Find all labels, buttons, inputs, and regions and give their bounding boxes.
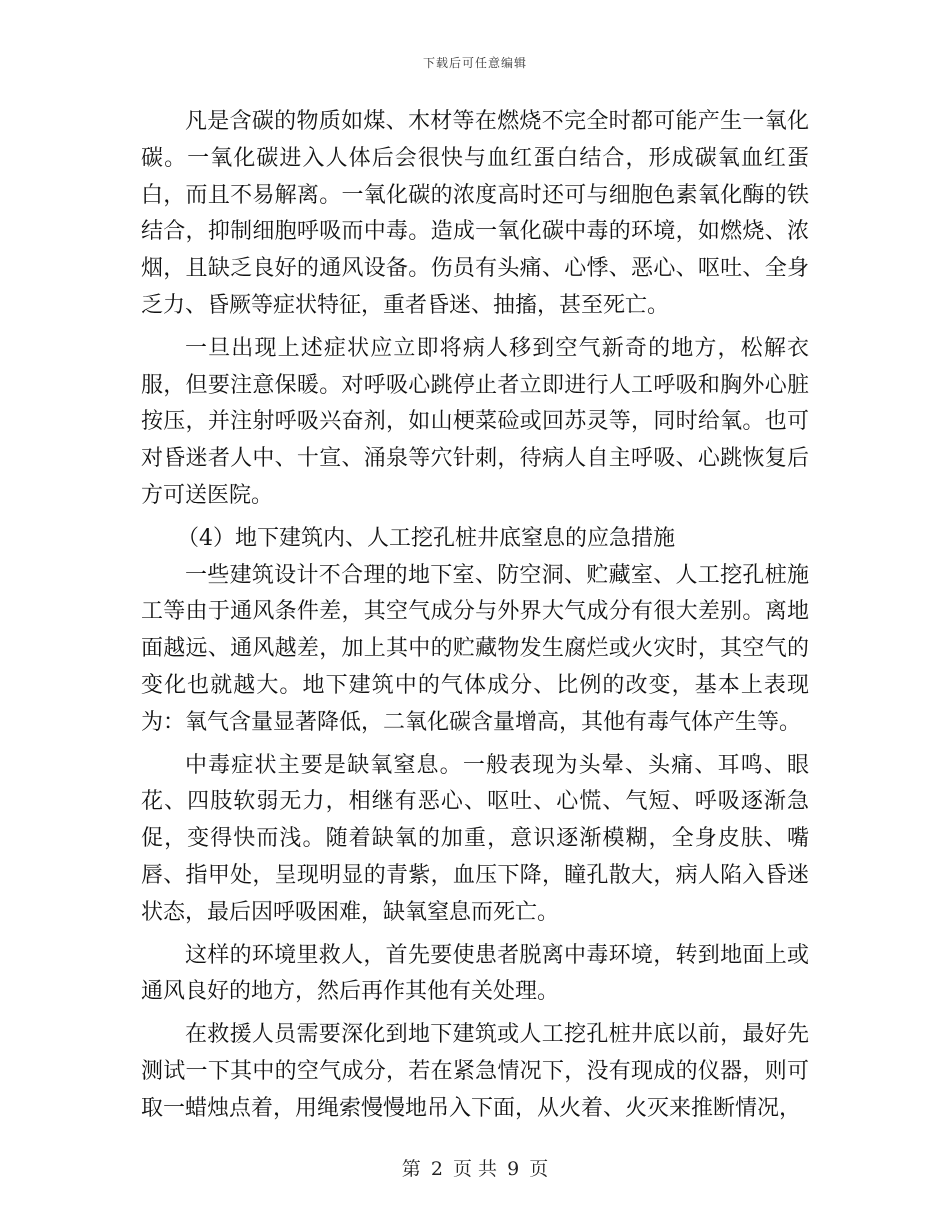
document-body xyxy=(141,104,809,1128)
current-page-number: 2 xyxy=(430,1158,443,1180)
footer-prefix: 第 xyxy=(401,1158,421,1180)
paragraph-air-testing: 在救援人员需要深化到地下建筑或人工挖孔桩井底以前，最好先测试一下其中的空气成分，若在紧急情况下，没有现成的仪器，则可取一蜡烛点着，用绳索慢慢地吊入下面，从火着、火灭来推断情况， xyxy=(141,1022,809,1121)
total-pages-number: 9 xyxy=(507,1158,520,1180)
header-text: 下载后可任意编辑 xyxy=(422,56,527,70)
paragraph-rescue-first-step: 这样的环境里救人，首先要使患者脱离中毒环境，转到地面上或通风良好的地方，然后再作其他有关处理。 xyxy=(141,942,809,1005)
paragraph-co-poisoning-causes: 凡是含碳的物质如煤、木材等在燃烧不完全时都可能产生一氧化碳。一氧化碳进入人体后会很快与血红蛋白结合，形成碳氧血红蛋白，而且不易解离。一氧化碳的浓度高时还可与细胞色素氧化酶的铁结合，抑制细胞呼吸而中毒。造成一氧化碳中毒的环境，如燃烧、浓烟，且缺乏良好的通风设备。伤员有头痛、心悸、恶心、呕吐、全身乏力、昏厥等症状特征，重者昏迷、抽搐，甚至死亡。 xyxy=(141,109,809,318)
section-heading-underground-suffocation: （4）地下建筑内、人工挖孔桩井底窒息的应急措施 xyxy=(177,525,675,551)
paragraph-co-poisoning-treatment: 一旦出现上述症状应立即将病人移到空气新奇的地方，松解衣服，但要注意保暖。对呼吸心跳停止者立即进行人工呼吸和胸外心脏按压，并注射呼吸兴奋剂，如山梗菜硷或回苏灵等，同时给氧。也可对昏迷者人中、十宣、涌泉等穴针刺，待病人自主呼吸、心跳恢复后方可送医院。 xyxy=(141,335,809,508)
footer-middle: 页 共 xyxy=(452,1158,498,1180)
paragraph-suffocation-symptoms: 中毒症状主要是缺氧窒息。一般表现为头晕、头痛、耳鸣、眼花、四肢软弱无力，相继有恶心、呕吐、心慌、气短、呼吸逐渐急促，变得快而浅。随着缺氧的加重，意识逐渐模糊，全身皮肤、嘴唇、指甲处，呈现明显的青紫，血压下降，瞳孔散大，病人陷入昏迷状态，最后因呼吸困难，缺氧窒息而死亡。 xyxy=(141,752,809,925)
footer-suffix: 页 xyxy=(529,1158,549,1180)
page-header xyxy=(0,54,950,71)
paragraph-underground-air: 一些建筑设计不合理的地下室、防空洞、贮藏室、人工挖孔桩施工等由于通风条件差，其空气成分与外界大气成分有很大差别。离地面越远、通风越差，加上其中的贮藏物发生腐烂或火灾时，其空气的变化也就越大。地下建筑中的气体成分、比例的改变，基本上表现为：氧气含量显著降低，二氧化碳含量增高，其他有毒气体产生等。 xyxy=(141,562,809,735)
page-footer xyxy=(0,1154,950,1181)
